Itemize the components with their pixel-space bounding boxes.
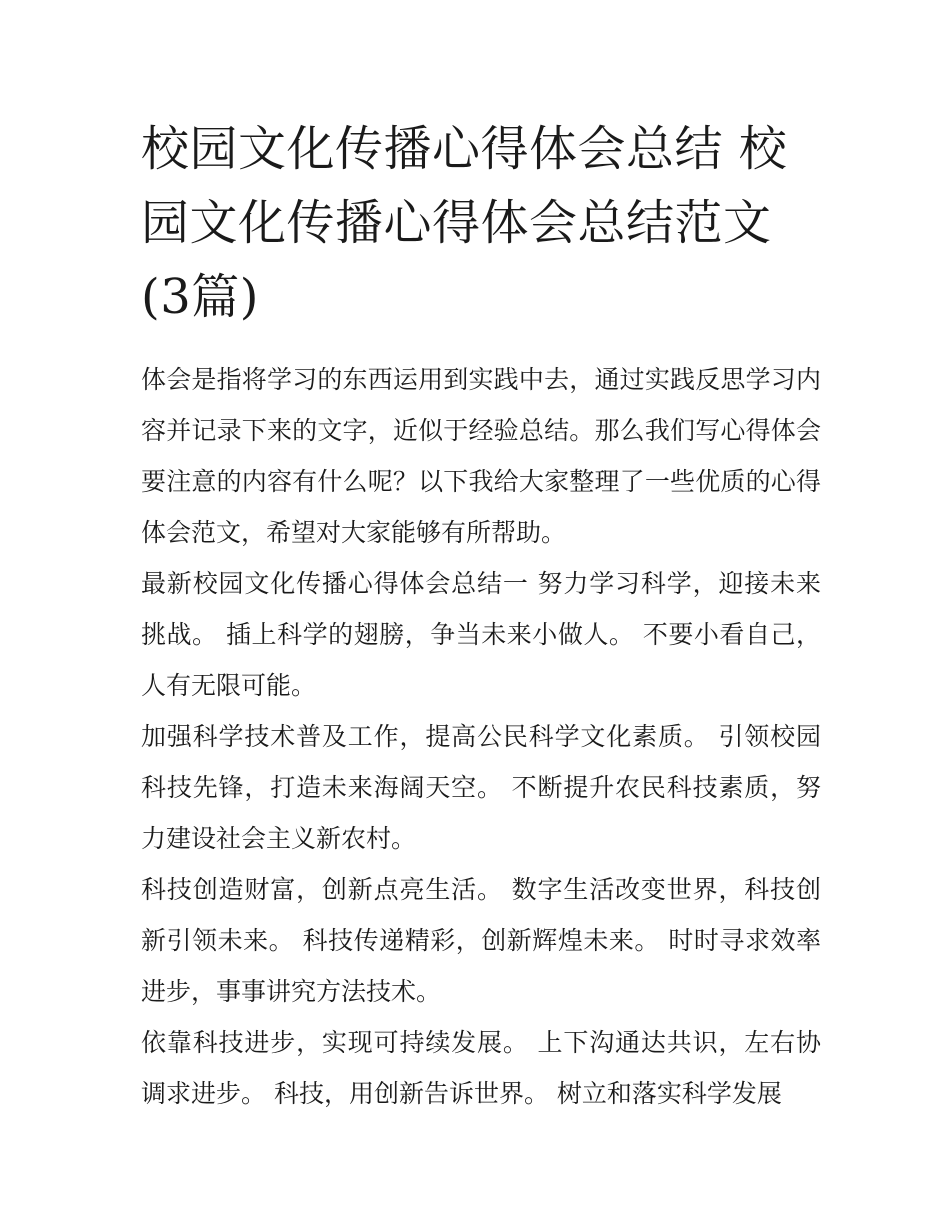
document-page: [141, 112, 821, 1119]
document-body: [141, 354, 821, 1119]
paragraph-intro: 体会是指将学习的东西运用到实践中去，通过实践反思学习内容并记录下来的文字，近似于经验总结。那么我们写心得体会要注意的内容有什么呢？以下我给大家整理了一些优质的心得体会范文，希望对大家能够有所帮助。: [141, 365, 821, 547]
paragraph-1: 最新校园文化传播心得体会总结一 努力学习科学，迎接未来挑战。 插上科学的翅膀，争当未来小做人。 不要小看自己，人有无限可能。: [141, 569, 821, 700]
paragraph-3: 科技创造财富，创新点亮生活。 数字生活改变世界，科技创新引领未来。 科技传递精彩，创新辉煌未来。 时时寻求效率进步，事事讲究方法技术。: [141, 875, 821, 1006]
paragraph-2: 加强科学技术普及工作，提高公民科学文化素质。 引领校园科技先锋，打造未来海阔天空。 不断提升农民科技素质，努力建设社会主义新农村。: [141, 722, 821, 853]
document-title: 校园文化传播心得体会总结 校园文化传播心得体会总结范文(3篇): [141, 121, 788, 325]
paragraph-4: 依靠科技进步，实现可持续发展。 上下沟通达共识，左右协调求进步。 科技，用创新告诉世界。 树立和落实科学发展: [141, 1028, 821, 1108]
